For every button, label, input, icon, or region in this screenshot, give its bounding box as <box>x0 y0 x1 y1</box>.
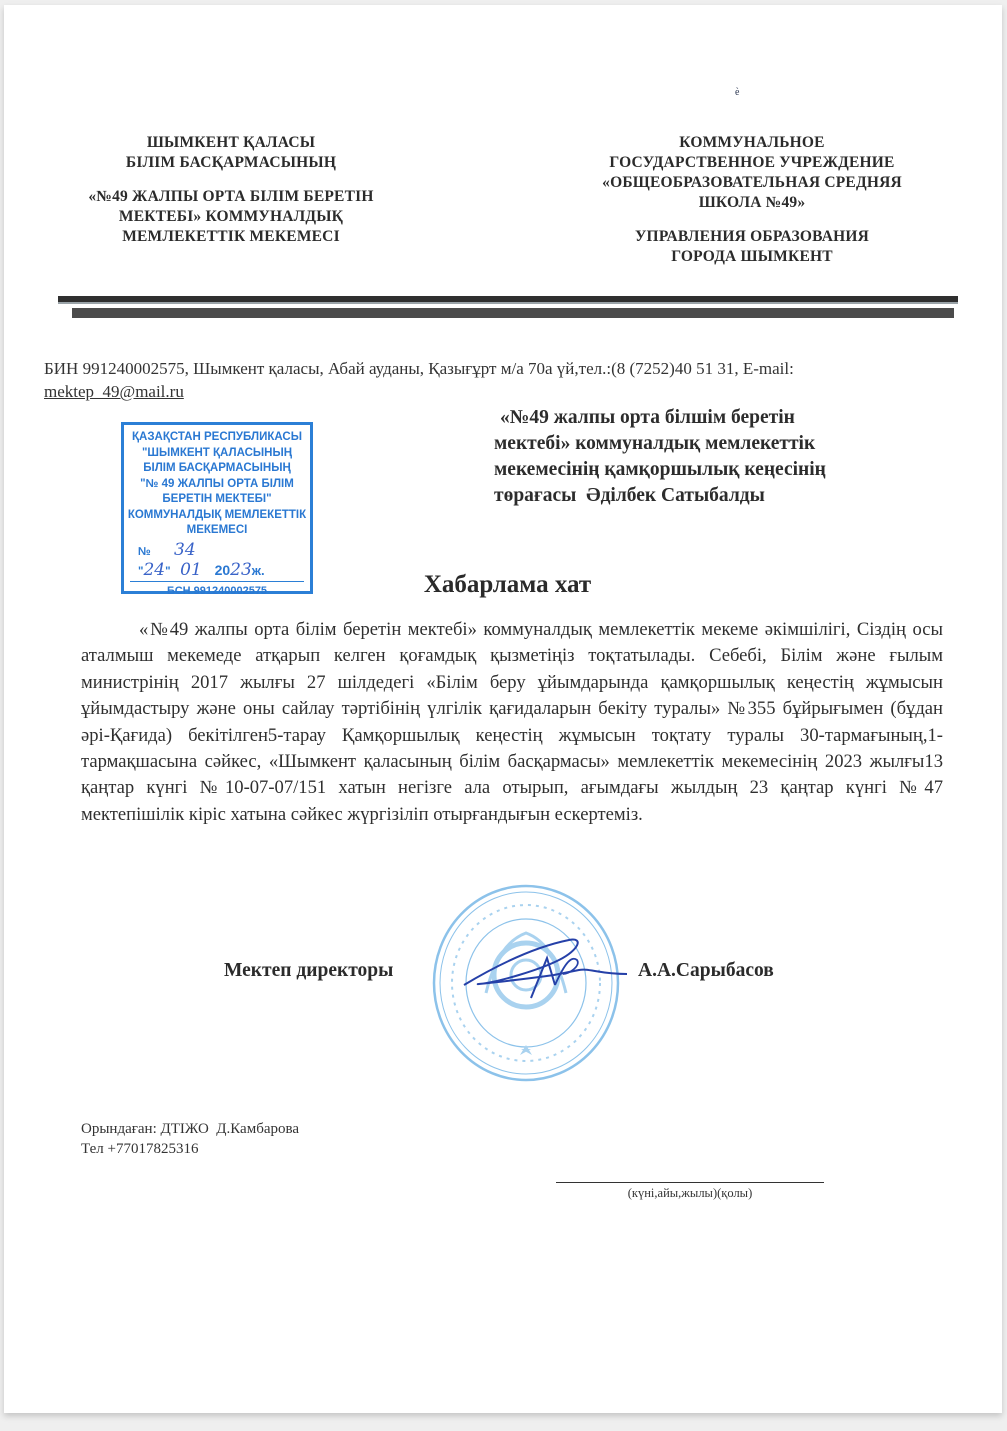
email-link[interactable]: mektep_49@mail.ru <box>44 382 184 401</box>
stamp-number-value: 34 <box>174 539 196 560</box>
signature-icon <box>459 930 629 1000</box>
header-left-line: ШЫМКЕНТ ҚАЛАСЫ <box>146 134 316 151</box>
addressee-line: мекемесінің қамқоршылық кеңесінің <box>494 459 826 480</box>
body-paragraph: «№49 жалпы орта білім беретін мектебі» коммуналдық мемлекеттік мекеме әкімшілігі, Сіздің осы аталмыш мекемеде атқарып келген қоғамдық қызметіңіз тоқтатылады. Себебі, Білім және ғылым министрінің 2017 жылғы 27 шілдедегі «Білім беру ұйымдарында қамқоршылық кеңестің жұмысын ұйымдастыру және оны сайлау тәртібінің үлгілік қағидаларын бекіту туралы» №355 бұйрығымен (бұдан әрі-Қағида) бекітілген5-тарау Қамқоршылық кеңестің жұмысын тоқтату туралы 30-тармағының,1-тармақшасына сәйкес, «Шымкент қаласының білім басқармасы» мемлекеттік мекемесінің 2023 жылғы13 қаңтар күнгі №10-07-07/151 хатын негізге ала отырып, ағымдағы жылдың 23 қаңтар күнгі №47 мектепішілік кіріс хатына сәйкес жүргізіліп отырғандығын ескертеміз. <box>81 619 943 825</box>
letter-title: Хабарлама хат <box>423 571 592 598</box>
stamp-day: 24 <box>143 559 166 580</box>
stamp-year-unit: ж. <box>251 562 265 578</box>
stamp-bsn: БСН 991240002575 <box>166 584 268 597</box>
header-left-line: «№49 ЖАЛПЫ ОРТА БІЛІМ БЕРЕТІН <box>88 188 374 205</box>
stamp-date-row: "24" 01 2023ж. <box>130 561 304 582</box>
stamp-line: БІЛІМ БАСҚАРМАСЫНЫҢ <box>143 462 291 474</box>
header-right-line: УПРАВЛЕНИЯ ОБРАЗОВАНИЯ <box>634 228 870 245</box>
director-label: Мектеп директоры <box>224 960 394 981</box>
addressee-line: «№49 жалпы орта білшім беретін <box>500 407 795 428</box>
header-left-line: БІЛІМ БАСҚАРМАСЫНЫҢ <box>125 154 337 171</box>
stamp-line: БЕРЕТІН МЕКТЕБІ" <box>162 493 272 505</box>
header-right <box>582 133 922 267</box>
header-left-line: МЕМЛЕКЕТТІК МЕКЕМЕСІ <box>122 228 340 245</box>
executor-info <box>81 1119 299 1159</box>
contact-text: БИН 991240002575, Шымкент қаласы, Абай ауданы, Қазығұрт м/а 70а үй,тел.:(8 (7252)40 51 31, E-mail: <box>44 359 794 378</box>
stamp-line: "№ 49 ЖАЛПЫ ОРТА БІЛІМ <box>140 477 294 490</box>
header-left-line: МЕКТЕБІ» КОММУНАЛДЫҚ <box>118 208 344 225</box>
stamp-number-row <box>124 541 310 561</box>
addressee <box>494 405 954 509</box>
header-rule-thin <box>58 302 958 304</box>
header-right-line: ГОСУДАРСТВЕННОЕ УЧРЕЖДЕНИЕ <box>609 154 895 171</box>
registration-stamp <box>121 422 313 597</box>
executor-phone: Тел +77017825316 <box>81 1141 199 1157</box>
header-rule-bottom <box>72 308 954 318</box>
addressee-line: мектебі» коммуналдық мемлекеттік <box>494 433 816 454</box>
stamp-line: "ШЫМКЕНТ ҚАЛАСЫНЫҢ <box>141 446 293 459</box>
header-right-line: ШКОЛА №49» <box>698 194 806 211</box>
stamp-year-suffix: 23 <box>230 559 252 580</box>
stamp-number-label: № <box>138 545 151 558</box>
receipt-signature-line <box>556 1182 824 1183</box>
stamp-year-prefix: 20 <box>214 561 231 578</box>
header-right-line: ГОРОДА ШЫМКЕНТ <box>671 248 833 265</box>
document-page <box>4 5 1002 1413</box>
letter-body <box>81 617 943 828</box>
header-left <box>66 133 396 247</box>
header-right-line: «ОБЩЕОБРАЗОВАТЕЛЬНАЯ СРЕДНЯЯ <box>602 174 902 191</box>
stamp-line: МЕКЕМЕСІ <box>186 524 248 536</box>
scan-mark: ѐ <box>735 87 740 98</box>
executor-name: Орындаған: ДТІЖО Д.Камбарова <box>81 1121 300 1137</box>
stamp-month: 01 <box>180 559 202 580</box>
header-right-line: КОММУНАЛЬНОЕ <box>679 134 825 151</box>
stamp-line: ҚАЗАҚСТАН РЕСПУБЛИКАСЫ <box>132 431 302 443</box>
stamp-line: КОММУНАЛДЫҚ МЕМЛЕКЕТТІК <box>127 508 307 521</box>
receipt-caption: (күні,айы,жылы)(қолы) <box>627 1186 753 1200</box>
contact-info <box>44 357 944 403</box>
director-name: А.А.Сарыбасов <box>638 960 774 981</box>
addressee-line: төрағасы Әділбек Сатыбалды <box>494 485 765 506</box>
